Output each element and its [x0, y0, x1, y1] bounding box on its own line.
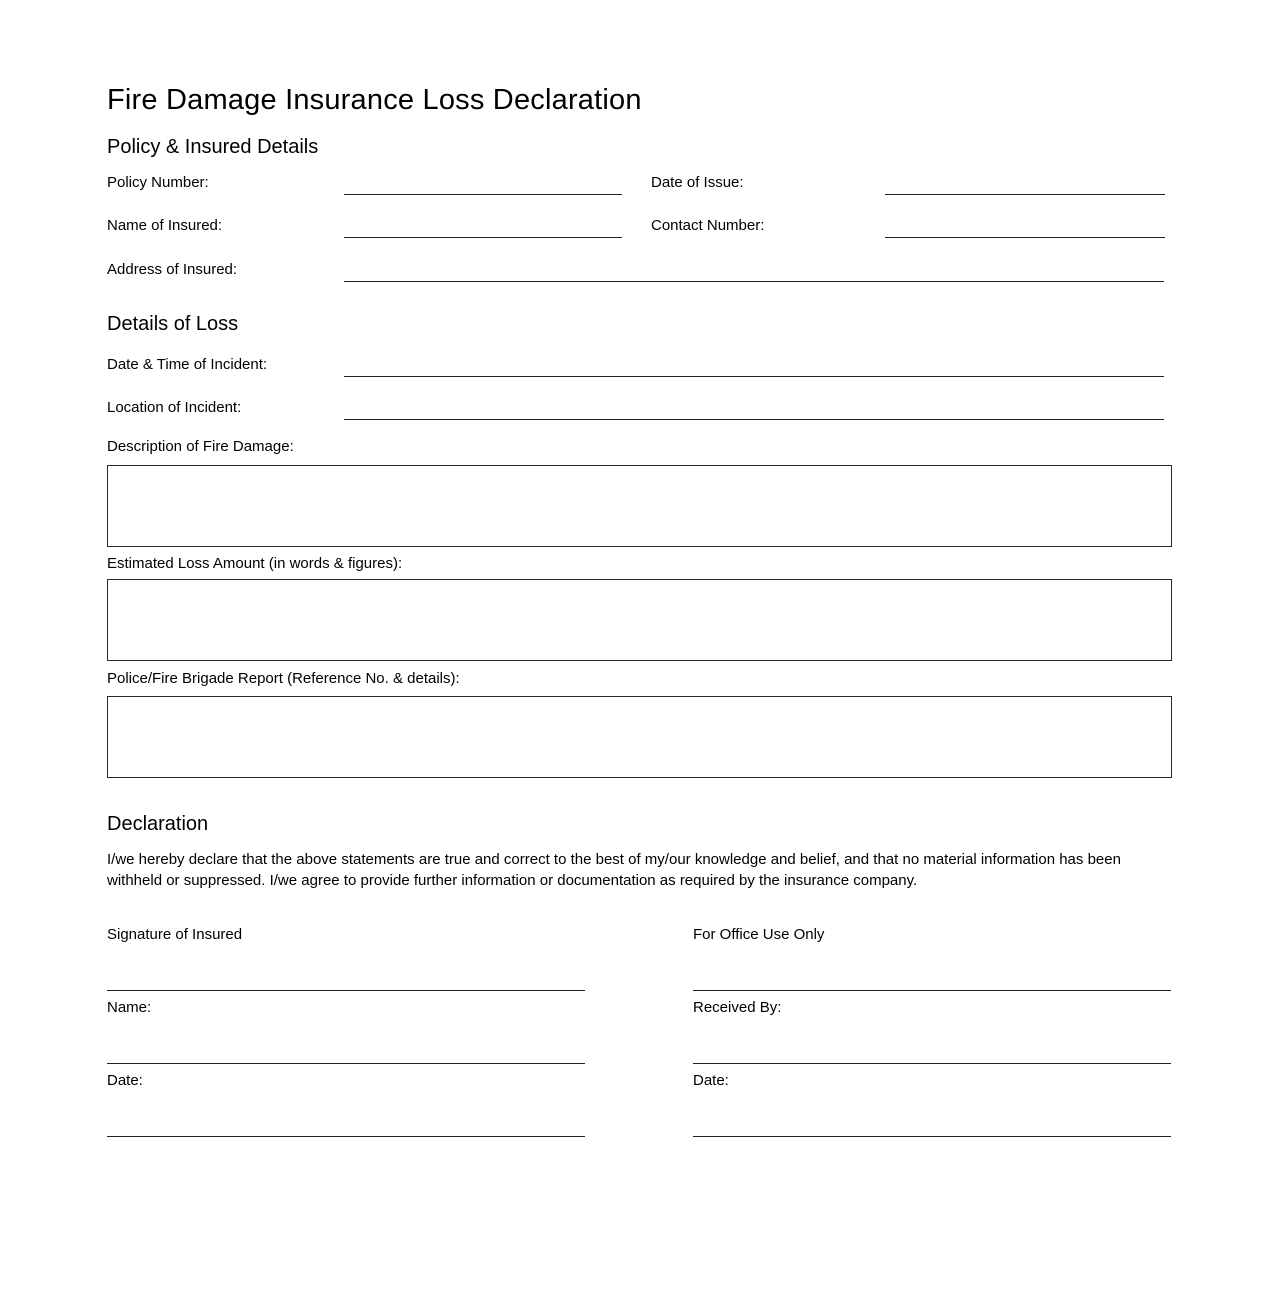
section-heading-policy-insured-details: Policy & Insured Details [107, 136, 319, 159]
description-of-fire-damage-label: Description of Fire Damage: [107, 438, 294, 456]
location-of-incident-label: Location of Incident: [107, 398, 242, 416]
insured-date-label: Date: [107, 1071, 143, 1089]
office-date-field[interactable] [693, 1089, 1171, 1137]
policy-section [107, 159, 1172, 282]
section-heading-details-of-loss: Details of Loss [107, 313, 239, 336]
insured-name-label: Name: [107, 998, 152, 1016]
address-of-insured-field[interactable] [344, 261, 1164, 282]
form-row [107, 159, 1172, 195]
address-of-insured-label: Address of Insured: [107, 260, 238, 278]
section-heading-declaration: Declaration [107, 812, 209, 835]
declaration-text: I/we hereby declare that the above statements are true and correct to the best of my/our knowledge and belief, and that no material information has been withheld or suppressed. I/we agree to provide further information or documentation as required by the insurance company. [107, 850, 1121, 889]
insured-name-field[interactable] [107, 1016, 585, 1064]
name-of-insured-field[interactable] [344, 217, 622, 238]
signature-of-insured-field[interactable] [107, 943, 585, 991]
office-stamp-field[interactable] [693, 943, 1171, 991]
form-row [107, 238, 1172, 282]
contact-number-field[interactable] [885, 217, 1165, 238]
police-fire-brigade-report-label: Police/Fire Brigade Report (Reference No. & details): [107, 670, 460, 688]
estimated-loss-amount-label: Estimated Loss Amount (in words & figures): [107, 554, 403, 572]
contact-number-label: Contact Number: [651, 216, 765, 234]
location-of-incident-field[interactable] [344, 399, 1164, 420]
estimated-loss-amount-box[interactable] [107, 579, 1172, 661]
name-of-insured-label: Name of Insured: [107, 216, 223, 234]
insured-date-field[interactable] [107, 1089, 585, 1137]
office-use-column [693, 927, 1171, 1137]
signature-section [107, 927, 1172, 1137]
for-office-use-only-label: For Office Use Only [693, 925, 825, 943]
loss-section [107, 336, 1172, 778]
policy-number-label: Policy Number: [107, 173, 209, 191]
signature-of-insured-column [107, 927, 585, 1137]
received-by-field[interactable] [693, 1016, 1171, 1064]
form-row [107, 377, 1172, 420]
form-row [107, 195, 1172, 238]
signature-of-insured-label: Signature of Insured [107, 925, 243, 943]
description-of-fire-damage-box[interactable] [107, 465, 1172, 547]
office-date-label: Date: [693, 1071, 729, 1089]
received-by-label: Received By: [693, 998, 782, 1016]
page-title: Fire Damage Insurance Loss Declaration [107, 84, 642, 116]
police-fire-brigade-report-box[interactable] [107, 696, 1172, 778]
form-row [107, 336, 1172, 377]
policy-number-field[interactable] [344, 174, 622, 195]
date-of-issue-label: Date of Issue: [651, 173, 744, 191]
date-of-issue-field[interactable] [885, 174, 1165, 195]
date-time-of-incident-field[interactable] [344, 356, 1164, 377]
date-time-of-incident-label: Date & Time of Incident: [107, 355, 268, 373]
